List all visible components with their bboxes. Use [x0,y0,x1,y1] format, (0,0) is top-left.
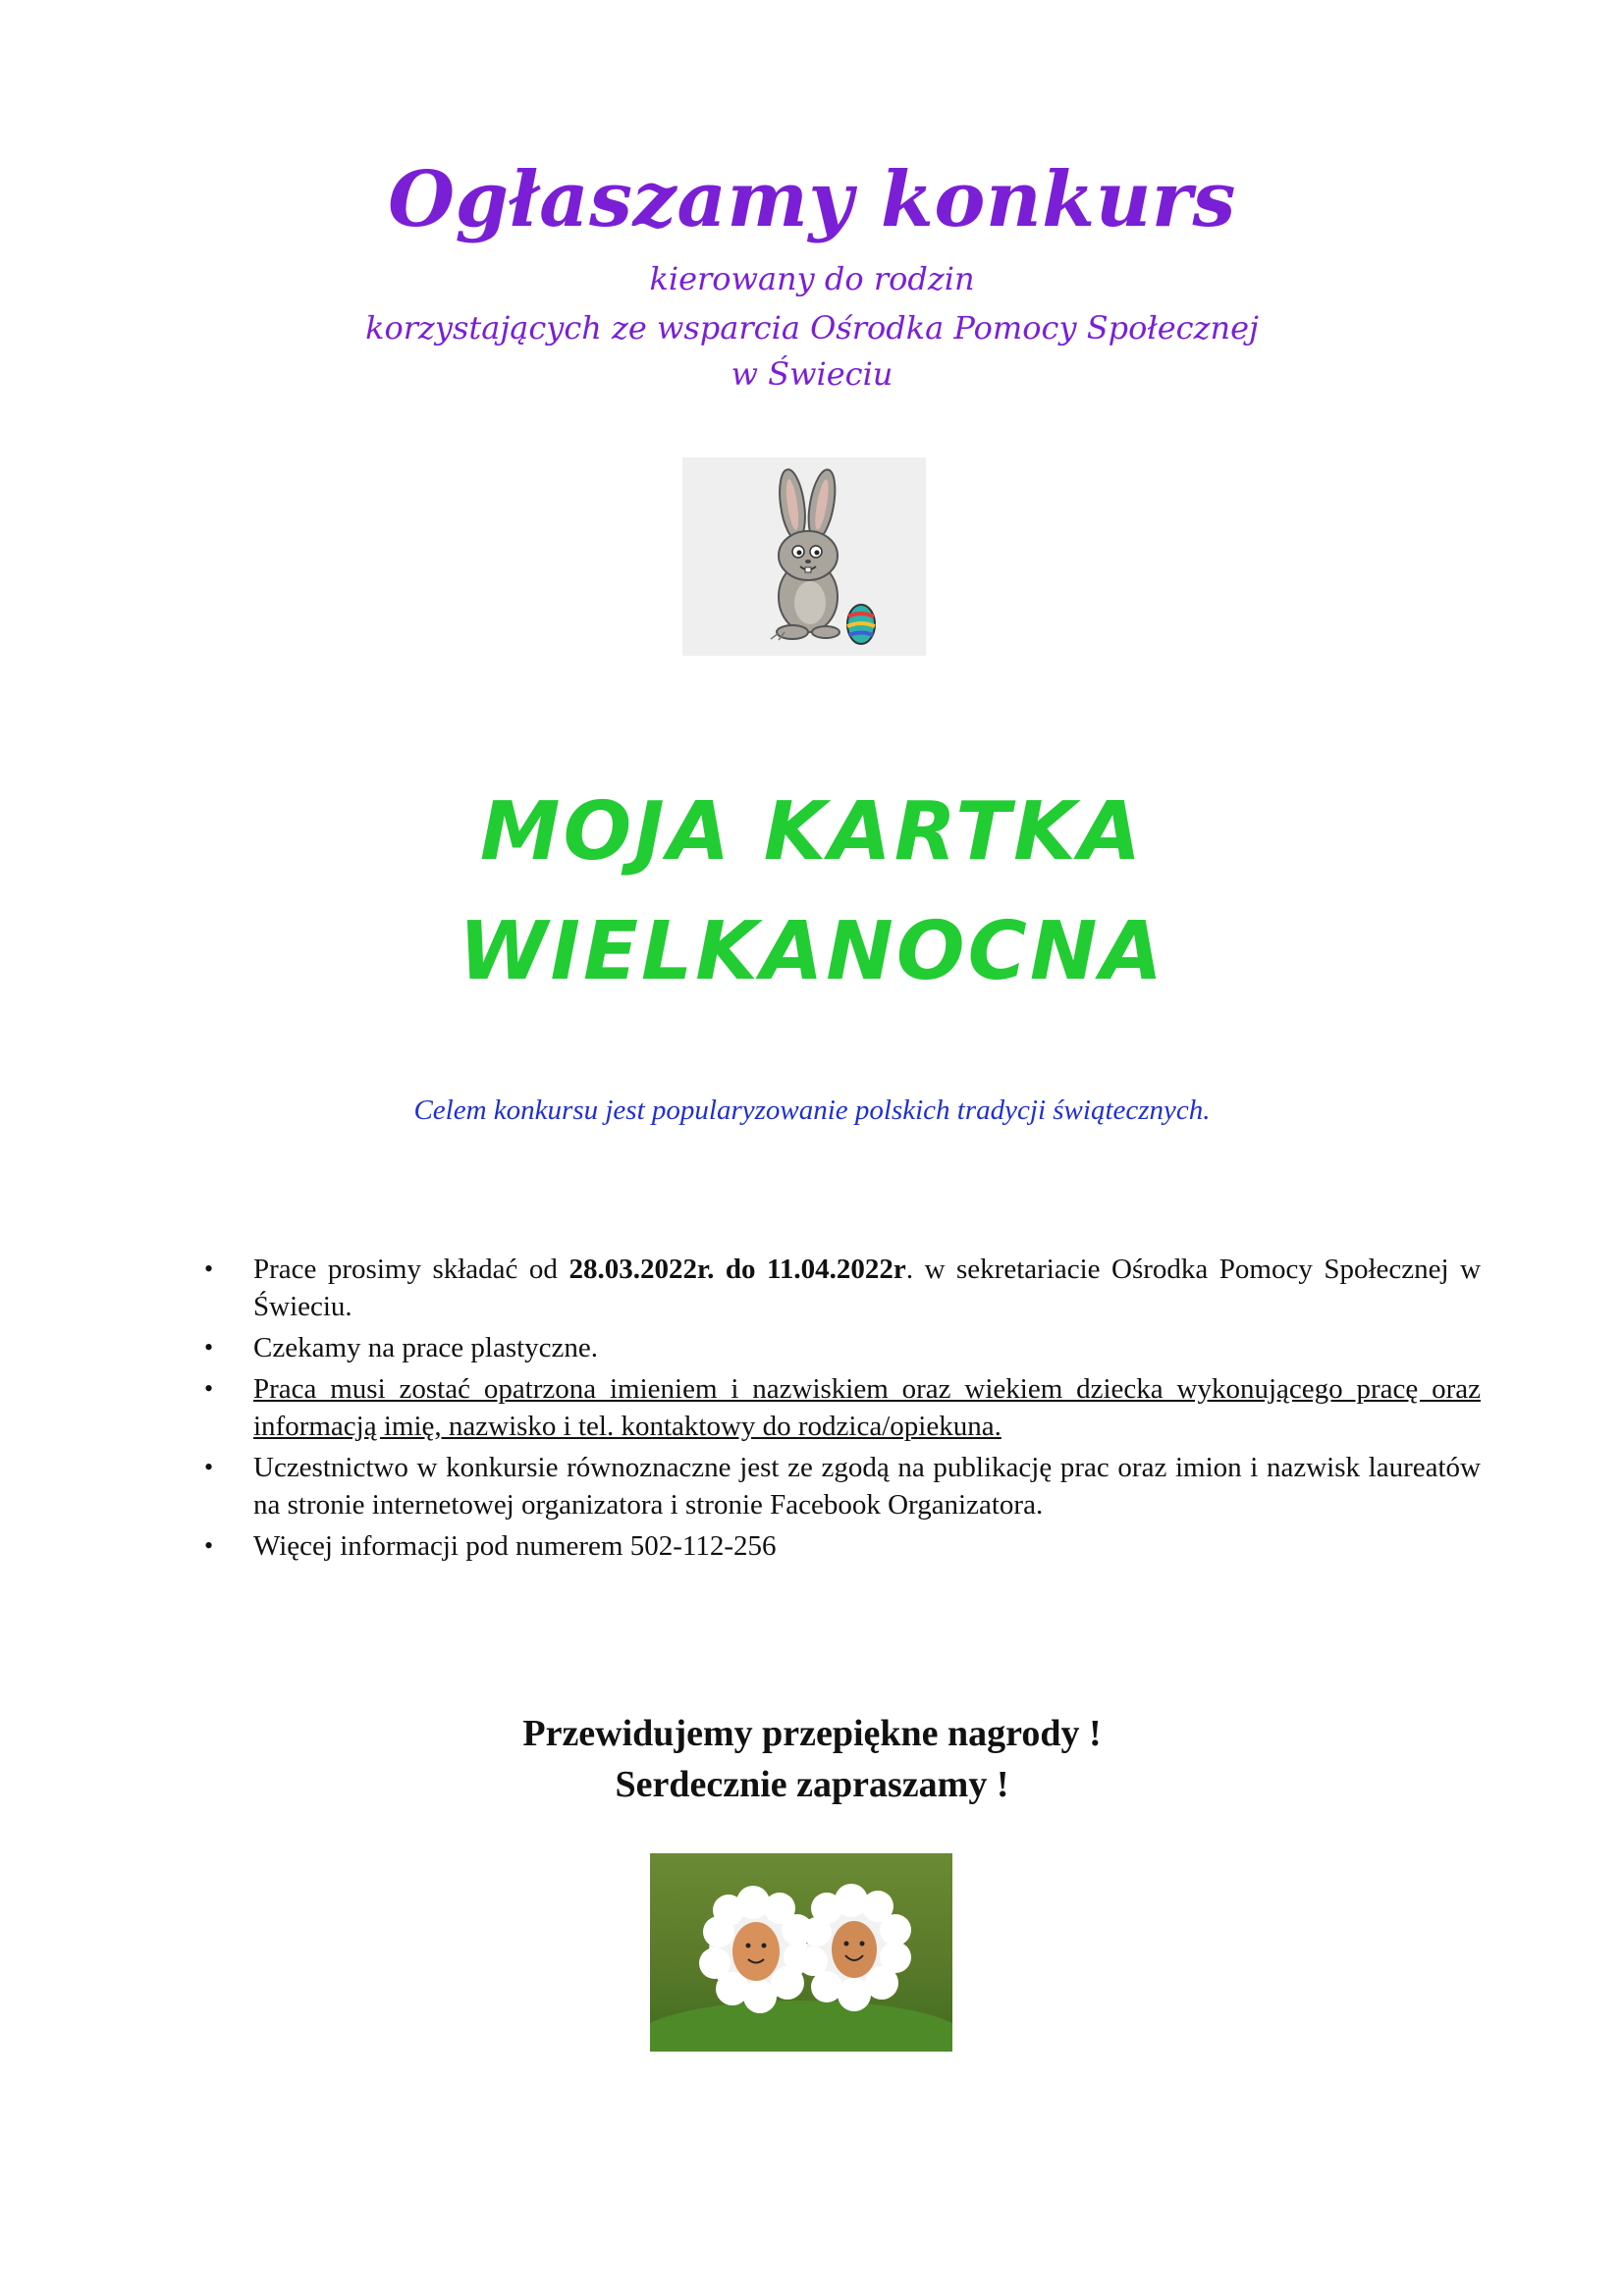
subtitle-line-3: w Świeciu [731,355,893,393]
rule-4-text: Uczestnictwo w konkursie równoznaczne jest ze zgodą na publikację prac oraz imion i nazwisk laureatów na stronie internetowej organizatora i stronie Facebook Organizatora. [253,1452,1481,1521]
closing-line-1: Przewidujemy przepiękne nagrody ! [522,1713,1102,1754]
rule-3-text: Praca musi zostać opatrzona imieniem i nazwiskiem oraz wiekiem dziecka wykonującego pracę oraz informacją imię, nazwisko i tel. kontaktowy do rodzica/opiekuna. [253,1373,1481,1442]
rule-5-text: Więcej informacji pod numerem 502-112-256 [253,1530,777,1562]
list-item [204,1370,1481,1445]
contest-purpose: Celem konkursu jest popularyzowanie polskich tradycji świątecznych. [413,1095,1211,1126]
egg-sheep-photo [650,1853,952,2052]
rule-1-dates: 28.03.2022r. do 11.04.2022r [568,1254,906,1285]
rule-2-text: Czekamy na prace plastyczne. [253,1332,599,1363]
list-item [204,1329,1481,1366]
contest-name-line-2: WIELKANOCNA [459,905,1165,998]
rule-1-text-end: . w sekretariacie Ośrodka Pomocy Społecznej w Świeciu. [253,1254,1482,1322]
rule-1-text: Prace prosimy składać od [253,1254,569,1285]
list-item [204,1449,1481,1523]
bullet-icon: • [204,1531,214,1560]
subtitle-line-1: kierowany do rodzin [649,260,975,297]
list-item [204,1527,1481,1565]
rules-list [204,1251,1481,1569]
easter-bunny-illustration [682,457,926,656]
contest-name-line-1: MOJA KARTKA [479,785,1145,879]
bullet-icon: • [204,1255,214,1283]
bullet-icon: • [204,1333,214,1362]
subtitle-line-2: korzystających ze wsparcia Ośrodka Pomocy Społecznej [365,309,1259,347]
bullet-icon: • [204,1453,214,1481]
bullet-icon: • [204,1374,214,1403]
closing-line-2: Serdecznie zapraszamy ! [615,1764,1009,1805]
page-title: Ogłaszamy konkurs [388,155,1236,244]
list-item [204,1251,1481,1325]
